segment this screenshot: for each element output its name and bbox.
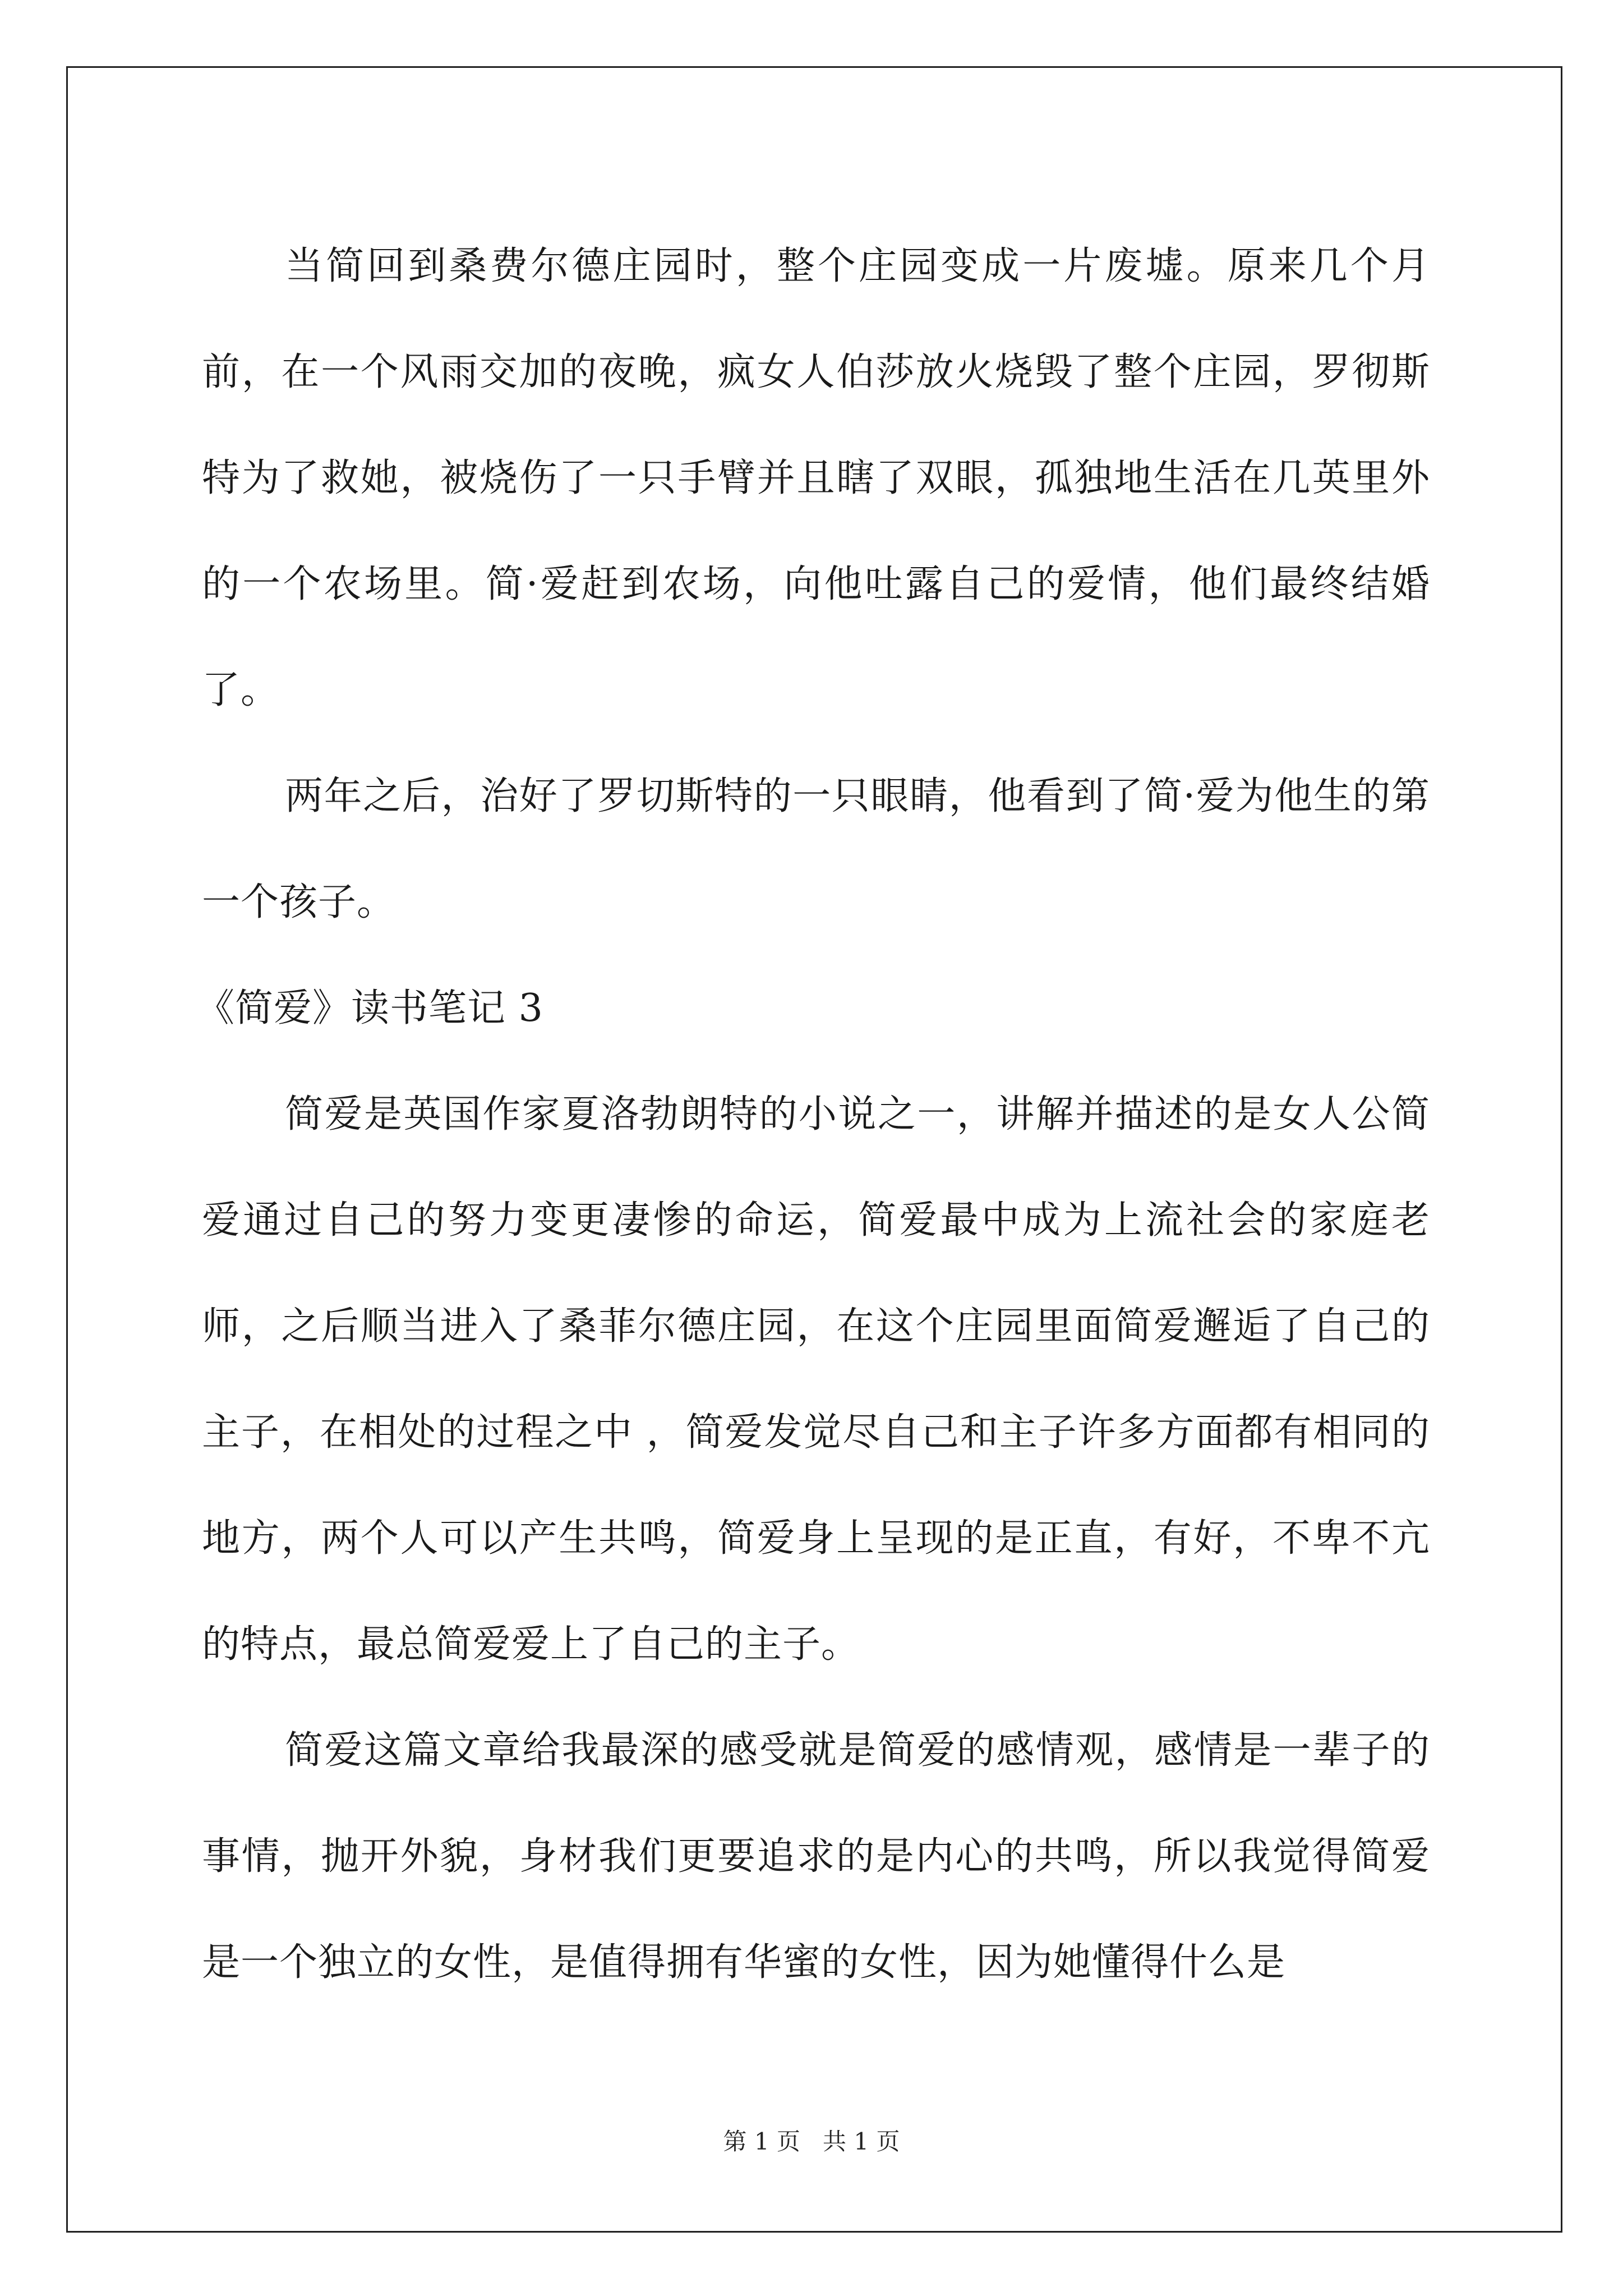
paragraph-ruins: 当简回到桑费尔德庄园时，整个庄园变成一片废墟。原来几个月前，在一个风雨交加的夜晚，疯女人伯莎放火烧毁了整个庄园，罗彻斯特为了救她，被烧伤了一只手臂并且瞎了双眼，孤独地生活在几英里外的一个农场里。简·爱赶到农场，向他吐露自己的爱情，他们最终结婚了。 xyxy=(202,244,1430,712)
page-number: 第 1 页 xyxy=(723,2128,800,2155)
document-body xyxy=(196,213,1430,2016)
section-heading: 《简爱》读书笔记 3 xyxy=(196,986,543,1030)
paragraph-novel-summary: 简爱是英国作家夏洛勃朗特的小说之一，讲解并描述的是女人公简爱通过自己的努力变更凄惨的命运，简爱最中成为上流社会的家庭老师，之后顺当进入了桑菲尔德庄园，在这个庄园里面简爱邂逅了自己的主子，在相处的过程之中 ，简爱发觉尽自己和主子许多方面都有相同的地方，两个人可以产生共鸣，简爱身上呈现的是正直，有好，不卑不亢的特点，最总简爱爱上了自己的主子。 xyxy=(202,1092,1430,1667)
page-footer xyxy=(0,2123,1623,2157)
page-total: 共 1 页 xyxy=(823,2128,900,2155)
paragraph-impression: 简爱这篇文章给我最深的感受就是简爱的感情观，感情是一辈子的事情，抛开外貌，身材我们更要追求的是内心的共鸣，所以我觉得简爱是一个独立的女性，是值得拥有华蜜的女性，因为她懂得什么是 xyxy=(202,1728,1430,1985)
paragraph-two-years-later: 两年之后，治好了罗切斯特的一只眼睛，他看到了简·爱为他生的第一个孩子。 xyxy=(202,774,1430,924)
